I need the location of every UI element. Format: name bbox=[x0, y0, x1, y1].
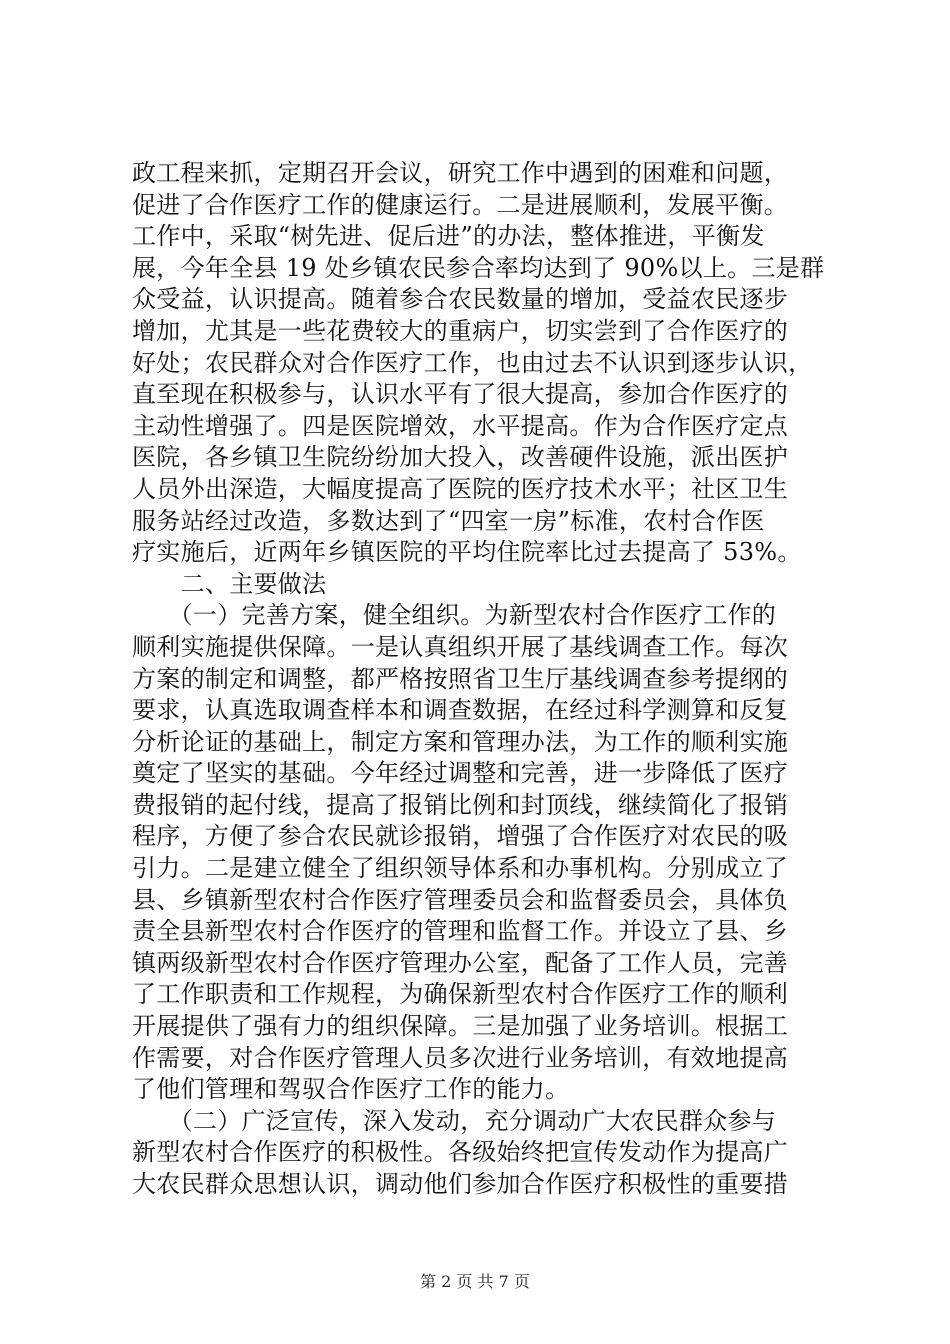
text-line: 费报销的起付线，提高了报销比例和封顶线，继续简化了报销 bbox=[132, 790, 789, 819]
text-line: 引力。二是建立健全了组织领导体系和办事机构。分别成立了 bbox=[132, 854, 789, 883]
text-line: 作需要，对合作医疗管理人员多次进行业务培训，有效地提高 bbox=[132, 1043, 789, 1072]
text-line: 直至现在积极参与，认识水平有了很大提高，参加合作医疗的 bbox=[132, 380, 789, 409]
text-line: 开展提供了强有力的组织保障。三是加强了业务培训。根据工 bbox=[132, 1012, 789, 1041]
text-line: 促进了合作医疗工作的健康运行。二是进展顺利，发展平衡。 bbox=[132, 190, 789, 219]
text-line: （一）完善方案，健全组织。为新型农村合作医疗工作的 bbox=[132, 601, 777, 630]
text-line: 程序，方便了参合农民就诊报销，增强了合作医疗对农民的吸 bbox=[132, 822, 789, 851]
text-line: 县、乡镇新型农村合作医疗管理委员会和监督委员会，具体负 bbox=[132, 885, 789, 914]
text-line: 众受益，认识提高。随着参合农民数量的增加，受益农民逐步 bbox=[132, 285, 789, 314]
text-line: 展，今年全县 19 处乡镇农民参合率均达到了 90%以上。三是群 bbox=[132, 253, 825, 282]
text-line: 方案的制定和调整，都严格按照省卫生厅基线调查参考提纲的 bbox=[132, 664, 789, 693]
text-line: 新型农村合作医疗的积极性。各级始终把宣传发动作为提高广 bbox=[132, 1138, 789, 1167]
text-line: 人员外出深造，大幅度提高了医院的医疗技术水平；社区卫生 bbox=[132, 474, 789, 503]
text-line: 好处；农民群众对合作医疗工作，也由过去不认识到逐步认识， bbox=[132, 348, 813, 377]
body-text bbox=[132, 158, 832, 1201]
text-line: 了他们管理和驾驭合作医疗工作的能力。 bbox=[132, 1075, 570, 1104]
page-indicator: 第 2 页 共 7 页 bbox=[420, 1272, 530, 1291]
text-line: （二）广泛宣传，深入发动，充分调动广大农民群众参与 bbox=[132, 1106, 777, 1135]
page-footer bbox=[0, 1272, 950, 1292]
text-line: 奠定了坚实的基础。今年经过调整和完善，进一步降低了医疗 bbox=[132, 759, 789, 788]
text-line: 了工作职责和工作规程，为确保新型农村合作医疗工作的顺利 bbox=[132, 980, 789, 1009]
text-line: 要求，认真选取调查样本和调查数据，在经过科学测算和反复 bbox=[132, 696, 789, 725]
text-line: 大农民群众思想认识，调动他们参加合作医疗积极性的重要措 bbox=[132, 1170, 789, 1198]
section-heading: 二、主要做法 bbox=[132, 569, 327, 598]
text-line: 分析论证的基础上，制定方案和管理办法，为工作的顺利实施 bbox=[132, 727, 789, 756]
text-line: 主动性增强了。四是医院增效，水平提高。作为合作医疗定点 bbox=[132, 411, 789, 440]
text-line: 责全县新型农村合作医疗的管理和监督工作。并设立了县、乡 bbox=[132, 917, 789, 946]
text-line: 医院，各乡镇卫生院纷纷加大投入，改善硬件设施，派出医护 bbox=[132, 443, 789, 472]
text-line: 顺利实施提供保障。一是认真组织开展了基线调查工作。每次 bbox=[132, 632, 789, 661]
text-line: 政工程来抓，定期召开会议，研究工作中遇到的困难和问题， bbox=[132, 159, 789, 187]
text-line: 镇两级新型农村合作医疗管理办公室，配备了工作人员，完善 bbox=[132, 948, 789, 977]
text-line: 工作中，采取“树先进、促后进”的办法，整体推进，平衡发 bbox=[132, 222, 765, 251]
text-line: 服务站经过改造，多数达到了“四室一房”标准，农村合作医 bbox=[132, 506, 765, 535]
text-line: 增加，尤其是一些花费较大的重病户，切实尝到了合作医疗的 bbox=[132, 316, 789, 345]
text-line: 疗实施后，近两年乡镇医院的平均住院率比过去提高了 53%。 bbox=[132, 538, 802, 567]
